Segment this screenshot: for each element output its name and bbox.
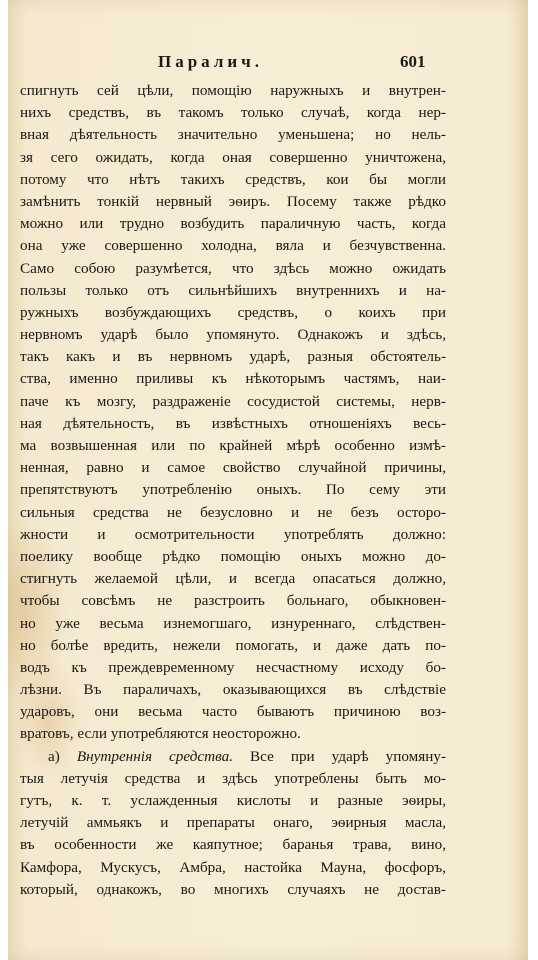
text-line: нервномъ ударѣ было упомянуто. Однакожъ и здѣсь, bbox=[20, 326, 446, 344]
text-line: нихъ средствъ, въ такомъ только случаѣ, когда нер- bbox=[20, 104, 446, 122]
text-line: жности и осмотрительности употреблять должно: bbox=[20, 525, 446, 543]
text-line: но уже весьма изнемогшаго, изнуреннаго, слѣдствен- bbox=[20, 614, 446, 632]
text-line: ма возвышенная или по крайней мѣрѣ особенно измѣ- bbox=[20, 437, 446, 454]
text-line: летучій аммьякъ и препараты онаго, эѳирныя масла, bbox=[20, 814, 446, 832]
text-line: ударовъ, они весьма часто бываютъ причиною воз- bbox=[20, 703, 446, 721]
text-line: гутъ, к. т. услажденныя кислоты и разные эѳиры, bbox=[20, 792, 446, 809]
text-line: Само собою разумѣется, что здѣсь можно ожидать bbox=[20, 259, 446, 277]
text-line: но болѣе вредить, нежели помогать, и даже дать по- bbox=[20, 636, 446, 654]
section-heading: Внутреннія средства. bbox=[76, 747, 234, 765]
text-line: вратовъ, если употребляются неосторожно. bbox=[20, 725, 301, 743]
text-line: который, однакожъ, во многихъ случаяхъ не достав- bbox=[20, 880, 446, 898]
text-line: Камфора, Мускусъ, Амбра, настойка Мауна, фосфоръ, bbox=[20, 858, 446, 876]
text-line: водъ къ преждевременному несчастному исходу бо- bbox=[20, 658, 446, 676]
running-title: Паралич. bbox=[158, 52, 263, 71]
section-first-line-text: Все при ударѣ упомяну- bbox=[250, 747, 446, 765]
text-line: спигнуть сей цѣли, помощію наружныхъ и внутрен- bbox=[20, 82, 446, 99]
text-line: зя сего ожидать, когда оная совершенно уничтожена, bbox=[20, 148, 446, 166]
text-line: вная дѣятельность значительно уменьшена; но нель- bbox=[20, 126, 446, 144]
text-line: она уже совершенно холодна, вяла и безчувственна. bbox=[20, 237, 446, 255]
text-line: тыя летучія средства и здѣсь употреблены быть мо- bbox=[20, 769, 446, 787]
section-heading-line bbox=[20, 746, 446, 768]
section-marker: а) bbox=[48, 747, 60, 765]
text-line: ненная, равно и самое свойство случайной причины, bbox=[20, 459, 446, 477]
text-line: лѣзни. Въ параличахъ, оказывающихся въ слѣдствіе bbox=[20, 681, 446, 699]
text-line: сильныя средства не безусловно и не безъ осторо- bbox=[20, 503, 446, 521]
text-line: замѣнить тонкій нервный эѳиръ. Посему также рѣдко bbox=[20, 192, 446, 210]
text-line: потому что нѣтъ такихъ средствъ, кои бы могли bbox=[20, 170, 446, 188]
text-line: можно или трудно возбудить параличную часть, когда bbox=[20, 215, 446, 233]
text-line: въ особенности же каяпутное; баранья трава, вино, bbox=[20, 836, 446, 854]
text-line: такъ какъ и въ нервномъ ударѣ, разныя обстоятель- bbox=[20, 348, 446, 366]
text-line: паче къ мозгу, раздраженіе сосудистой системы, нерв- bbox=[20, 392, 446, 410]
text-line: препятствуютъ употребленію оныхъ. По сему эти bbox=[20, 481, 446, 499]
text-line: поелику вообще рѣдко помощію оныхъ можно до- bbox=[20, 547, 446, 565]
page-number: 601 bbox=[400, 52, 426, 71]
book-page bbox=[8, 0, 528, 960]
text-line: ружныхъ возбуждающихъ средствъ, о коихъ при bbox=[20, 303, 446, 321]
text-body bbox=[20, 80, 446, 901]
page-header bbox=[8, 52, 528, 76]
text-line: стигнуть желаемой цѣли, и всегда опасаться должно, bbox=[20, 570, 446, 588]
text-line: пользы только отъ сильнѣйшихъ внутреннихъ и на- bbox=[20, 281, 446, 299]
text-line: ная дѣятельность, въ извѣстныхъ отношеніяхъ весь- bbox=[20, 414, 446, 432]
text-line: ства, именно приливы къ нѣкоторымъ частямъ, наи- bbox=[20, 370, 446, 388]
text-line: чтобы совсѣмъ не разстроить больнаго, обыкновен- bbox=[20, 592, 446, 610]
